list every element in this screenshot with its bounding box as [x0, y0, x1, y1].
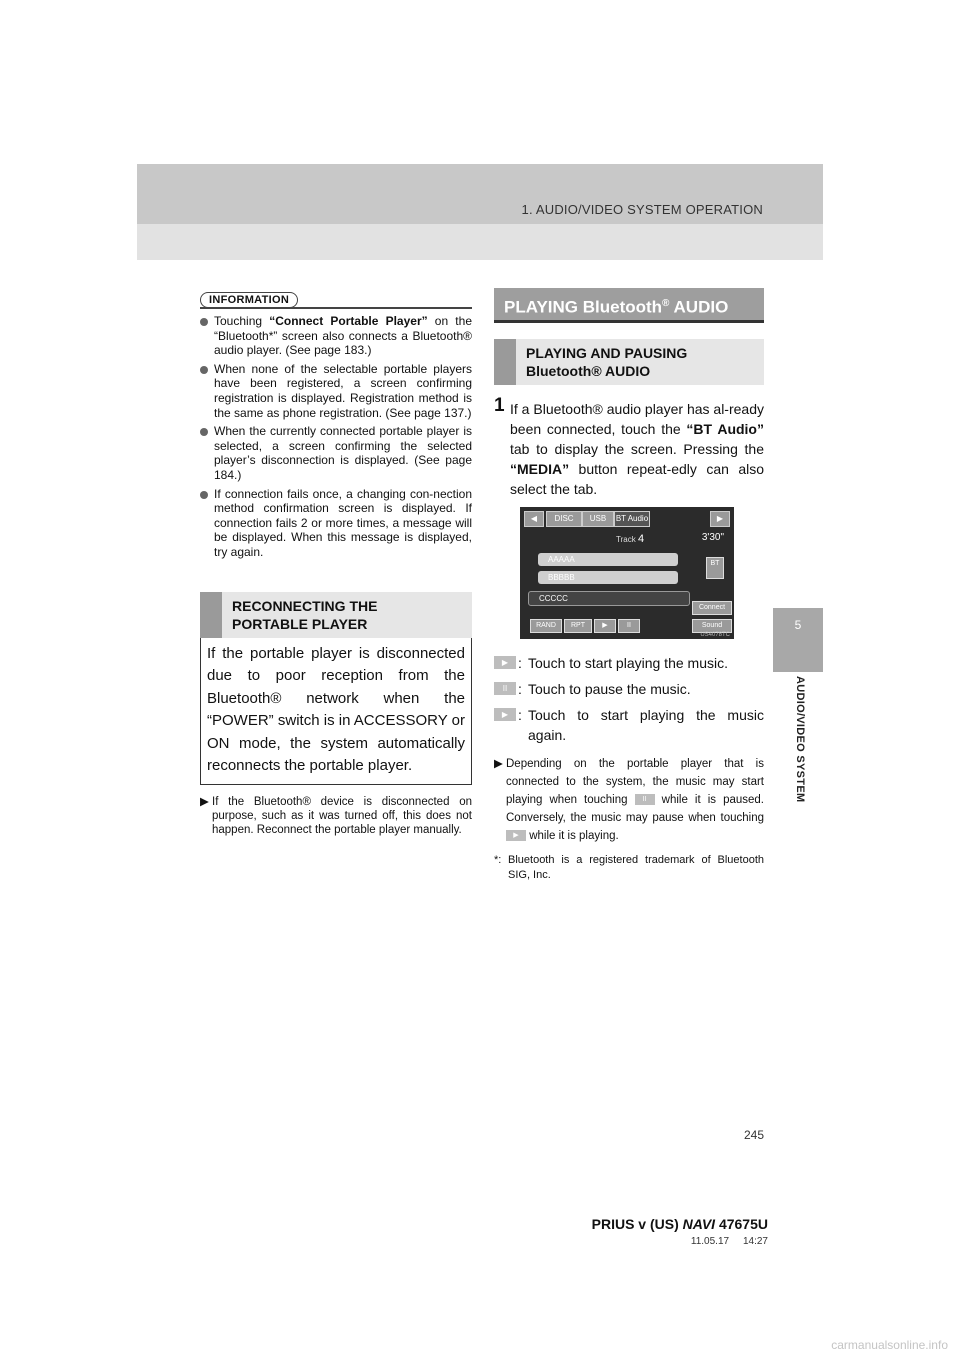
page-number: 245: [743, 1128, 764, 1142]
chapter-label: AUDIO/VIDEO SYSTEM: [794, 676, 806, 803]
bullet-dot-icon: [200, 366, 208, 374]
header-band: [137, 164, 823, 224]
screen-rand-button: RAND: [530, 619, 562, 633]
screen-connect-button: Connect: [692, 601, 732, 615]
footnote: *: Bluetooth is a registered trademark of Bluetooth SIG, Inc.: [494, 854, 764, 881]
header-subband: [137, 224, 823, 260]
bullet-dot-icon: [200, 318, 208, 326]
information-item: If connection fails once, a changing con-nection method confirmation screen is displayed. If connection fails 2 or more times, a message will be displayed. When this message is displayed, try again.: [200, 487, 472, 560]
track-label: Track 4: [616, 533, 645, 545]
play-icon: ▶: [506, 830, 526, 841]
screen-row-album: CCCCC: [528, 591, 690, 606]
screen-tab-bt-audio: BT Audio: [614, 511, 650, 527]
screen-tabs: [524, 511, 730, 527]
playback-note: ▶ Depending on the portable player that is connected to the system, the music may start playing when touching II while it is paused. Conversely, the music may pause when touching ▶ while it is playing.: [494, 755, 764, 845]
track-time: 3'30": [701, 532, 724, 543]
reconnect-heading: RECONNECTING THE PORTABLE PLAYER: [200, 592, 472, 638]
screen-row-title: AAAAA: [538, 553, 678, 566]
screen-pause-button: II: [618, 619, 640, 633]
information-list: [200, 314, 472, 560]
left-column: [200, 290, 472, 837]
forward-arrow-icon: ▶: [710, 511, 730, 527]
bullet-dot-icon: [200, 428, 208, 436]
play-icon: ▶: [494, 656, 516, 669]
bullet-dot-icon: [200, 491, 208, 499]
pause-icon: II: [494, 682, 516, 695]
information-badge: INFORMATION: [200, 292, 298, 308]
screen-row-artist: BBBBB: [538, 571, 678, 584]
chapter-tab: [773, 608, 823, 672]
watermark: carmanualsonline.info: [831, 1338, 948, 1352]
play-icon: ▶: [494, 708, 516, 721]
triangle-bullet-icon: ▶: [494, 758, 503, 770]
screen-bt-indicator: BT: [706, 557, 724, 579]
step-number: 1: [494, 395, 505, 416]
information-item: When the currently connected portable player is selected, a screen confirming the selected player’s disconnection is displayed. (See page 184.): [200, 424, 472, 482]
model-line: PRIUS v (US) NAVI 47675U: [591, 1216, 768, 1232]
section-title: PLAYING Bluetooth® AUDIO: [494, 288, 764, 323]
screen-tab-usb: USB: [582, 511, 614, 527]
controls-list: [494, 653, 764, 745]
control-pause: II : Touch to pause the music.: [494, 679, 764, 699]
screen-tab-disc: DISC: [546, 511, 582, 527]
screen-play-button: ▶: [594, 619, 616, 633]
information-item: Touching “Connect Portable Player” on the “Bluetooth*” screen also connects a Bluetooth® audio player. (See page 183.): [200, 314, 472, 358]
information-block: [200, 290, 472, 308]
screen-rpt-button: RPT: [564, 619, 592, 633]
right-column: [494, 288, 764, 883]
control-play: ▶ : Touch to start playing the music.: [494, 653, 764, 673]
bt-audio-screenshot: [520, 507, 734, 639]
reconnect-body: If the portable player is disconnected due to poor reception from the Bluetooth® network when the “POWER” switch is in ACCESSORY or ON mode, the system automatically reconnects the portable player.: [200, 638, 472, 785]
back-arrow-icon: ◀: [524, 511, 544, 527]
screen-sound-button: Sound: [692, 619, 732, 633]
pause-icon: II: [635, 794, 655, 805]
triangle-bullet-icon: ▶: [200, 795, 209, 808]
chapter-number: 5: [794, 618, 802, 632]
reconnect-note: ▶ If the Bluetooth® device is disconnected on purpose, such as it was turned off, this does not happen. Reconnect the portable player manually.: [200, 795, 472, 836]
subsection-heading: PLAYING AND PAUSING Bluetooth® AUDIO: [494, 339, 764, 385]
section-header-title: 1. AUDIO/VIDEO SYSTEM OPERATION: [521, 202, 763, 217]
print-date: 11.05.17 14:27: [690, 1236, 768, 1247]
information-item: When none of the selectable portable players have been registered, a screen confirming registration is displayed. Registration method is the same as phone registration. (See page 137.): [200, 362, 472, 420]
control-resume: ▶ : Touch to start playing the music again.: [494, 705, 764, 745]
step-1: 1 If a Bluetooth® audio player has al-ready been connected, touch the “BT Audio” tab to display the screen. Pressing the “MEDIA” button repeat-edly can also select the tab.: [494, 395, 764, 497]
screen-code: US4078TC: [700, 632, 730, 638]
